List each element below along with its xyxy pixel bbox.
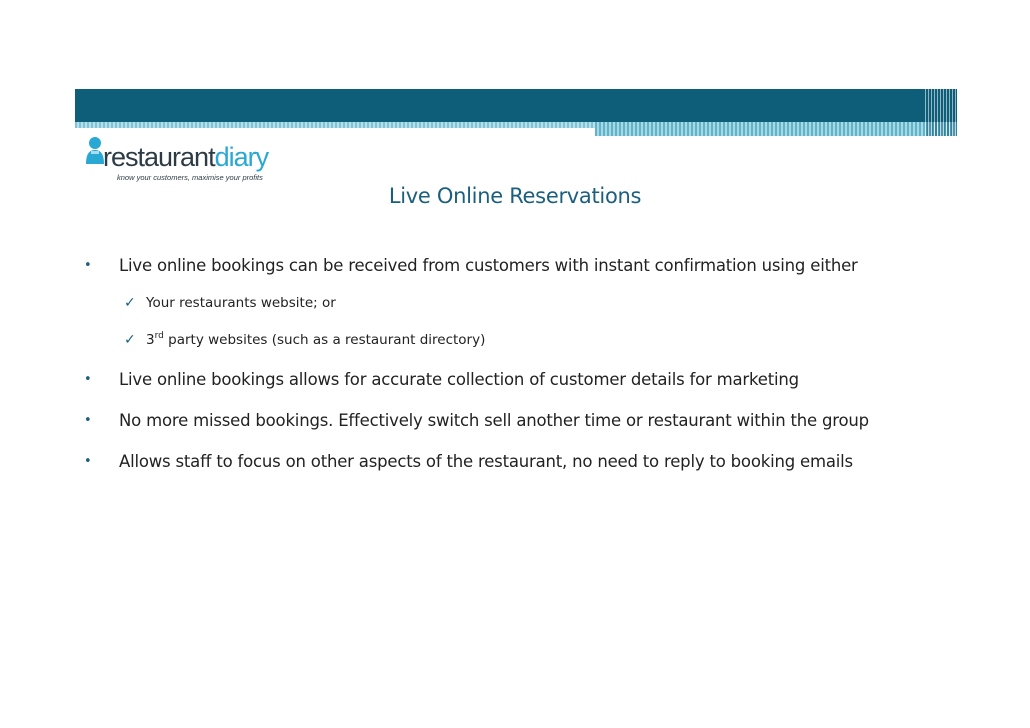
bullet-text: Live online bookings can be received from customers with instant confirmation using either [119, 256, 858, 275]
slide-title: Live Online Reservations [388, 184, 642, 208]
header-pattern [925, 89, 957, 136]
logo-wordmark-part2: diary [214, 142, 269, 172]
restaurantdiary-logo [85, 136, 275, 186]
logo-tagline: know your customers, maximise your profits [117, 173, 263, 182]
logo-wordmark [103, 142, 268, 172]
logo-wordmark-part1: restaurant [103, 142, 215, 172]
bullet-item [84, 411, 869, 430]
sub-bullet-superscript: rd [154, 331, 164, 341]
bullet-text: No more missed bookings. Effectively switch sell another time or restaurant within the group [119, 411, 869, 430]
header-stripe-right [595, 122, 957, 136]
bullet-icon: • [84, 413, 92, 428]
bullet-icon: • [84, 372, 92, 387]
sub-bullet-text: Your restaurants website; or [146, 295, 336, 311]
header-bar [75, 89, 957, 122]
sub-bullet-number: 3 [146, 332, 155, 348]
bullet-item [84, 452, 853, 471]
checkmark-icon: ✓ [124, 295, 136, 311]
checkmark-icon: ✓ [124, 332, 136, 348]
bullet-item [84, 370, 799, 389]
header-stripe-left [75, 122, 595, 128]
sub-bullet-text: party websites (such as a restaurant directory) [163, 332, 486, 348]
sub-bullet-item [124, 295, 336, 311]
bullet-icon: • [84, 258, 92, 273]
bullet-text: Allows staff to focus on other aspects of the restaurant, no need to reply to booking emails [119, 452, 853, 471]
sub-bullet-item [124, 332, 485, 348]
bullet-item [84, 256, 858, 275]
bullet-text: Live online bookings allows for accurate collection of customer details for marketing [119, 370, 799, 389]
bullet-icon: • [84, 454, 92, 469]
